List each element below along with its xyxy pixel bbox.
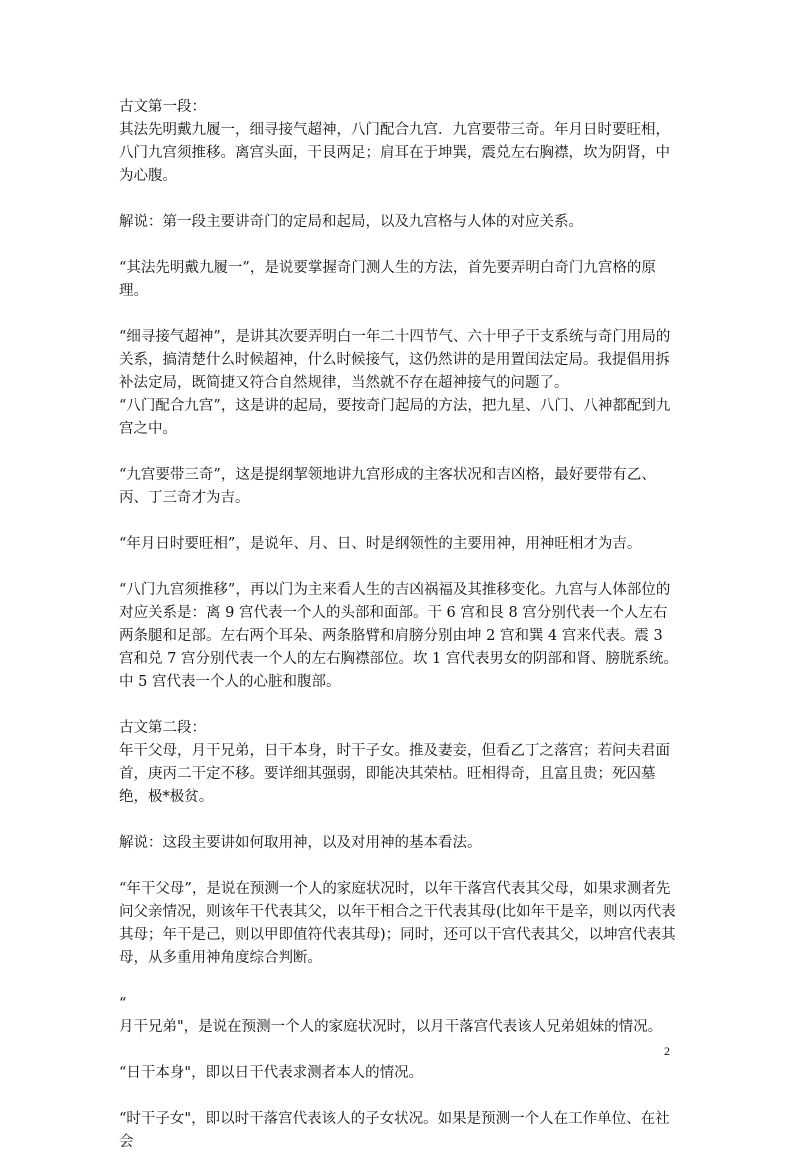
document-body — [119, 96, 679, 1154]
blank-line — [119, 556, 679, 579]
blank-line — [119, 1085, 679, 1108]
blank-line — [119, 1039, 679, 1062]
blank-line — [119, 188, 679, 211]
blank-line — [119, 510, 679, 533]
blank-line — [119, 234, 679, 257]
commentary-paragraph-6: “八门九宫须推移”，再以门为主来看人生的吉凶祸福及其推移变化。九宫与人体部位的对应关系是：离 9 宫代表一个人的头部和面部。干 6 宫和艮 8 宫分别代表一个人左右两条腿和足部。左右两个耳朵、两条胳臂和肩膀分别由坤 2 宫和巽 4 宫来代表。震 3 宫和兑 7 宫分别代表一个人的左右胸襟部位。坎 1 宫代表男女的阴部和肾、膀胱系统。中 5 宫代表一个人的心脏和腹部。 — [119, 582, 678, 690]
commentary-paragraph-7: “年干父母”，是说在预测一个人的家庭状况时，以年干落宫代表其父母，如果求测者先问父亲情况，则该年干代表其父，以年干相合之干代表其母(比如年干是辛，则以丙代表其母；年干是己，则以甲即值符代表其母)；同时，还可以干宫代表其父，以坤宫代表其母，从多重用神角度综合判断。 — [119, 881, 676, 966]
blank-line — [119, 303, 679, 326]
commentary-paragraph-9: “日干本身"，即以日干代表求测者本人的情况。 — [119, 1065, 424, 1081]
stray-quote-mark: “ — [119, 996, 127, 1012]
section-heading-2: 古文第二段： — [119, 720, 206, 736]
blank-line — [119, 970, 679, 993]
classical-text-paragraph-1: 其法先明戴九履一，细寻接气超神，八门配合九宫．九宫要带三奇。年月日时要旺相，八门九宫须推移。离宫头面，干艮两足；肩耳在于坤巽，震兑左右胸襟，坎为阴肾，中为心腹。 — [119, 122, 670, 184]
commentary-paragraph-2: “细寻接气超神”，是讲其次要弄明白一年二十四节气、六十甲子干支系统与奇门用局的关系，搞清楚什么时候超神，什么时候接气，这仍然讲的是用置闰法定局。我提倡用拆补法定局，既简捷又符合自然规律，当然就不存在超神接气的问题了。 — [119, 329, 671, 391]
section-heading-1: 古文第一段： — [119, 99, 206, 115]
commentary-paragraph-8: 月干兄弟"，是说在预测一个人的家庭状况时，以月干落宫代表该人兄弟姐妹的情况。 — [119, 1019, 663, 1035]
commentary-paragraph-4: “九宫要带三奇”，这是提纲挈领地讲九宫形成的主客状况和吉凶格，最好要带有乙、丙、丁三奇才为吉。 — [119, 467, 656, 506]
blank-line — [119, 855, 679, 878]
commentary-paragraph-10: “时干子女"，即以时干落宫代表该人的子女状况。如果是预测一个人在工作单位、在社会 — [119, 1111, 670, 1150]
classical-text-paragraph-2: 年干父母，月干兄弟，日干本身，时干子女。推及妻妾，但看乙丁之落宫；若问夫君面首，庚丙二干定不移。要详细其强弱，即能决其荣枯。旺相得奇，且富且贵；死囚墓绝，极*极贫。 — [119, 743, 670, 805]
blank-line — [119, 441, 679, 464]
commentary-paragraph-5: “年月日时要旺相”，是说年、月、日、时是纲领性的主要用神，用神旺相才为吉。 — [119, 536, 642, 552]
page-number: 2 — [664, 1044, 670, 1058]
blank-line — [119, 694, 679, 717]
commentary-paragraph-3: “八门配合九宫”，这是讲的起局，要按奇门起局的方法，把九星、八门、八神都配到九宫之中。 — [119, 398, 671, 437]
blank-line — [119, 809, 679, 832]
commentary-paragraph-1: “其法先明戴九履一”，是说要掌握奇门测人生的方法，首先要弄明白奇门九宫格的原理。 — [119, 260, 656, 299]
explanation-paragraph-1: 解说：第一段主要讲奇门的定局和起局，以及九宫格与人体的对应关系。 — [119, 214, 583, 230]
explanation-paragraph-2: 解说：这段主要讲如何取用神，以及对用神的基本看法。 — [119, 835, 482, 851]
